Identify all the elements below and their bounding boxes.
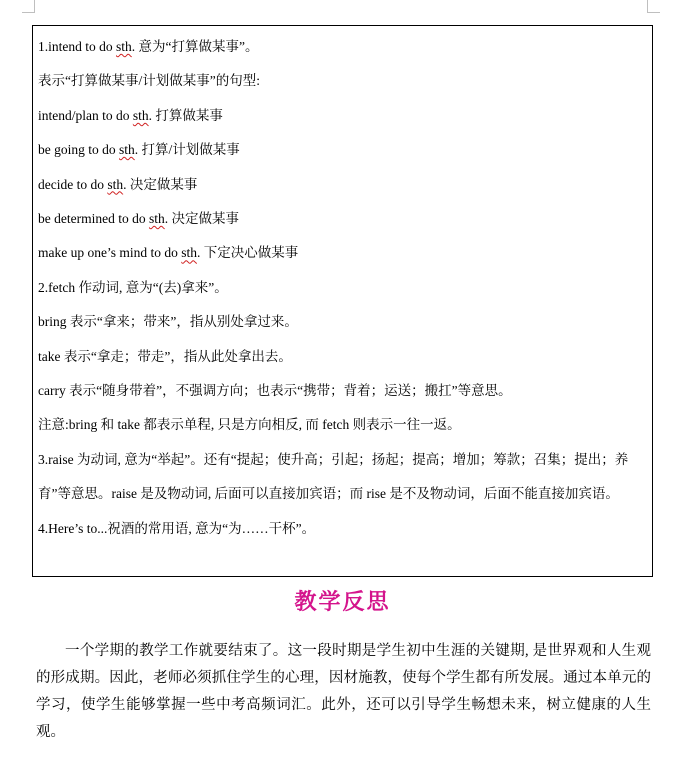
note-line: decide to do sth. 决定做某事 <box>38 176 198 192</box>
spellcheck-word: sth <box>119 142 135 158</box>
note-paragraph: 3.raise 为动词, 意为“举起”。还有“提起；使升高；引起；扬起；提高；增加；筹款；召集；提出；养育”等意思。raise 是及物动词, 后面可以直接加宾语；而 rise 是不及物动词，后面不能直接加宾语。 <box>38 451 629 502</box>
spellcheck-word: sth <box>181 245 197 261</box>
spellcheck-word: sth <box>107 176 124 192</box>
crop-mark-top-left <box>22 0 35 13</box>
note-line: 2.fetch 作动词, 意为“(去)拿来”。 <box>38 279 228 295</box>
spellcheck-word: sth <box>132 107 149 123</box>
section-heading: 教学反思 <box>294 589 391 614</box>
crop-mark-top-right <box>647 0 660 13</box>
note-line: be determined to do sth. 决定做某事 <box>38 210 239 226</box>
note-line: 4.Here’s to...祝酒的常用语, 意为“为……干杯”。 <box>38 520 316 536</box>
note-line: make up one’s mind to do sth. 下定决心做某事 <box>38 245 299 261</box>
note-line: 1.intend to do sth. 意为“打算做某事”。 <box>38 39 259 54</box>
note-line: carry 表示“随身带着”，不强调方向；也表示“携带；背着；运送；搬扛”等意思。 <box>38 382 512 398</box>
vocabulary-notes-box <box>32 25 653 577</box>
note-line: intend/plan to do sth. 打算做某事 <box>38 107 223 123</box>
reflection-paragraph: 一个学期的教学工作就要结束了。这一段时期是学生初中生涯的关键期, 是世界观和人生观的形成期。因此，老师必须抓住学生的心理，因材施教，使每个学生都有所发展。通过本单元的学习，使学生能够掌握一些中考高频词汇。此外，还可以引导学生畅想未来，树立健康的人生观。 <box>36 643 651 740</box>
spellcheck-word: sth <box>148 210 165 226</box>
note-line: be going to do sth. 打算/计划做某事 <box>38 142 240 158</box>
note-line: take 表示“拿走；带走”，指从此处拿出去。 <box>38 348 292 364</box>
note-line: 表示“打算做某事/计划做某事”的句型: <box>38 73 260 89</box>
spellcheck-word: sth <box>116 39 132 54</box>
note-line: 注意:bring 和 take 都表示单程, 只是方向相反, 而 fetch 则表示一往一返。 <box>38 417 461 433</box>
note-line: bring 表示“拿来；带来”，指从别处拿过来。 <box>38 314 298 330</box>
